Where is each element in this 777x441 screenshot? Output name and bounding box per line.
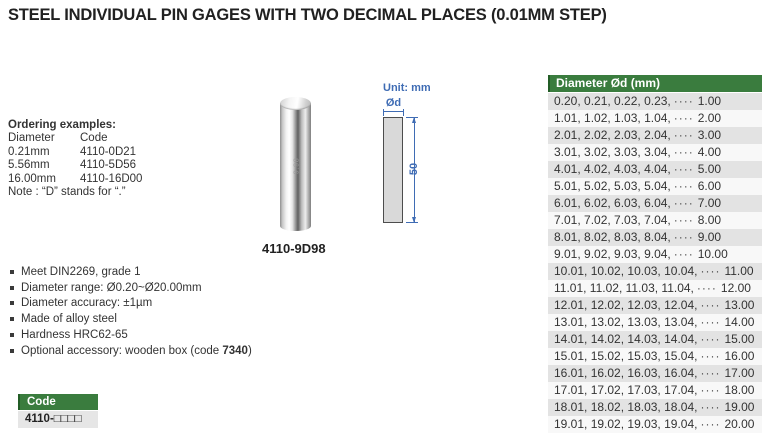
ordering-code: 4110-0D21 [80, 145, 137, 158]
diameter-end: 1.00 [697, 94, 722, 108]
diameter-table [548, 75, 762, 433]
pin-marking: 9.98 [291, 157, 300, 175]
ordering-diameter: 0.21mm [8, 145, 50, 158]
ellipsis-dots: ···· [700, 383, 721, 397]
ellipsis-dots: ···· [700, 298, 721, 312]
diameter-list: 6.01, 6.02, 6.03, 6.04, [554, 196, 671, 210]
diameter-list: 19.01, 19.02, 19.03, 19.04, [554, 417, 698, 431]
diameter-end: 9.00 [697, 230, 722, 244]
diameter-list: 15.01, 15.02, 15.03, 15.04, [554, 349, 698, 363]
diameter-list: 3.01, 3.02, 3.03, 3.04, [554, 145, 671, 159]
diameter-end: 16.00 [724, 349, 755, 363]
diameter-end: 2.00 [697, 111, 722, 125]
bullet-icon [10, 270, 14, 274]
ordering-diameter: 16.00mm [8, 172, 56, 185]
table-row [548, 348, 762, 365]
table-row [548, 314, 762, 331]
feature-text-bold-code: 7340 [222, 344, 248, 357]
diameter-end: 4.00 [697, 145, 722, 159]
arrow-down-icon [412, 217, 416, 223]
ellipsis-dots: ···· [673, 128, 694, 142]
diameter-dim-label: Ød [385, 97, 402, 109]
feature-items [8, 264, 338, 343]
ellipsis-dots: ···· [673, 247, 694, 261]
diameter-list: 4.01, 4.02, 4.03, 4.04, [554, 162, 671, 176]
diameter-end: 3.00 [697, 128, 722, 142]
arrow-up-icon [412, 117, 416, 123]
bullet-icon [10, 317, 14, 321]
pin-outline-rect [383, 117, 403, 223]
ellipsis-dots: ···· [673, 94, 694, 108]
diameter-end: 8.00 [697, 213, 722, 227]
feature-text [21, 345, 252, 357]
table-row [548, 229, 762, 246]
diameter-end: 6.00 [697, 179, 722, 193]
ordering-examples [8, 119, 243, 199]
diameter-list: 14.01, 14.02, 14.03, 14.04, [554, 332, 698, 346]
pin-caption: 4110-9D98 [262, 241, 326, 256]
diameter-end: 15.00 [724, 332, 755, 346]
ellipsis-dots: ···· [700, 332, 721, 346]
feature-text-prefix: Optional accessory: wooden box (code [21, 344, 223, 357]
pin-gage-image [280, 97, 311, 233]
diameter-list: 17.01, 17.02, 17.03, 17.04, [554, 383, 698, 397]
feature-text: Hardness HRC62-65 [21, 329, 128, 342]
bullet-icon [10, 333, 14, 337]
table-row [548, 195, 762, 212]
diameter-list: 5.01, 5.02, 5.03, 5.04, [554, 179, 671, 193]
diameter-end: 5.00 [697, 162, 722, 176]
table-row [548, 297, 762, 314]
ellipsis-dots: ···· [700, 264, 721, 278]
table-row [548, 382, 762, 399]
diameter-end: 10.00 [697, 247, 728, 261]
ellipsis-dots: ···· [696, 281, 717, 295]
ellipsis-dots: ···· [673, 230, 694, 244]
diameter-end: 11.00 [724, 264, 754, 278]
table-row [548, 161, 762, 178]
diameter-end: 19.00 [724, 400, 755, 414]
ordering-col-code: Code [80, 132, 108, 145]
feature-item [8, 327, 338, 343]
diameter-list: 13.01, 13.02, 13.03, 13.04, [554, 315, 698, 329]
ellipsis-dots: ···· [673, 179, 694, 193]
table-row [548, 212, 762, 229]
bullet-icon [10, 349, 14, 353]
feature-text: Diameter range: Ø0.20~Ø20.00mm [21, 281, 202, 294]
ordering-code: 4110-16D00 [80, 172, 143, 185]
feature-item [8, 311, 338, 327]
ordering-row [8, 159, 243, 172]
ellipsis-dots: ···· [700, 315, 721, 329]
ordering-col-diameter: Diameter [8, 132, 55, 145]
feature-item [8, 264, 338, 280]
diameter-list: 0.20, 0.21, 0.22, 0.23, [554, 94, 671, 108]
ordering-row [8, 173, 243, 186]
diameter-list: 1.01, 1.02, 1.03, 1.04, [554, 111, 671, 125]
ellipsis-dots: ···· [700, 417, 721, 431]
table-row [548, 263, 762, 280]
diameter-list: 8.01, 8.02, 8.03, 8.04, [554, 230, 671, 244]
diameter-table-header: Diameter Ød (mm) [548, 75, 762, 92]
ordering-code: 4110-5D56 [80, 159, 137, 172]
table-row [548, 331, 762, 348]
table-row [548, 399, 762, 416]
feature-text: Meet DIN2269, grade 1 [21, 265, 141, 278]
ordering-row [8, 146, 243, 159]
diameter-end: 17.00 [724, 366, 755, 380]
code-box-header: Code [18, 394, 98, 410]
table-row [548, 280, 762, 297]
feature-text-suffix: ) [247, 344, 252, 357]
table-row [548, 246, 762, 263]
dimension-diagram [383, 82, 443, 232]
ordering-rows [8, 146, 243, 186]
feature-list [8, 264, 338, 359]
table-row [548, 110, 762, 127]
diameter-list: 2.01, 2.02, 2.03, 2.04, [554, 128, 671, 142]
feature-item [8, 296, 338, 312]
diameter-end: 7.00 [697, 196, 722, 210]
ellipsis-dots: ···· [700, 366, 721, 380]
feature-text: Diameter accuracy: ±1µm [21, 297, 153, 310]
bullet-icon [10, 286, 14, 290]
ordering-diameter: 5.56mm [8, 159, 50, 172]
ellipsis-dots: ···· [673, 213, 694, 227]
diameter-list: 7.01, 7.02, 7.03, 7.04, [554, 213, 671, 227]
code-box-value: 4110-□□□□ [18, 411, 98, 428]
diameter-table-rows [548, 93, 762, 433]
dim-tick-right [403, 109, 404, 116]
ellipsis-dots: ···· [673, 196, 694, 210]
diameter-end: 20.00 [724, 417, 755, 431]
diameter-list: 16.01, 16.02, 16.03, 16.04, [554, 366, 698, 380]
table-row [548, 144, 762, 161]
unit-label: Unit: mm [383, 82, 431, 94]
ellipsis-dots: ···· [700, 400, 721, 414]
feature-item-accessory [8, 343, 338, 359]
diameter-end: 14.00 [724, 315, 755, 329]
ordering-heading: Ordering examples: [8, 119, 117, 131]
ellipsis-dots: ···· [673, 162, 694, 176]
table-row [548, 127, 762, 144]
pin-top-face [280, 97, 311, 110]
table-row [548, 93, 762, 110]
feature-text: Made of alloy steel [21, 313, 117, 326]
page-title: STEEL INDIVIDUAL PIN GAGES WITH TWO DECIMAL PLACES (0.01MM STEP) [8, 6, 607, 24]
diameter-list: 10.01, 10.02, 10.03, 10.04, [554, 264, 698, 278]
diameter-end: 12.00 [720, 281, 751, 295]
ordering-header-row [8, 132, 243, 145]
table-row [548, 178, 762, 195]
diameter-list: 9.01, 9.02, 9.03, 9.04, [554, 247, 671, 261]
ordering-note: Note : “D” stands for “.” [8, 186, 126, 199]
length-dim-label: 50 [408, 162, 420, 176]
dim-tick-left [383, 109, 384, 116]
ellipsis-dots: ···· [700, 349, 721, 363]
diameter-end: 18.00 [724, 383, 755, 397]
ellipsis-dots: ···· [673, 111, 694, 125]
feature-item [8, 280, 338, 296]
diameter-list: 11.01, 11.02, 11.03, 11.04, [554, 281, 694, 295]
diameter-list: 12.01, 12.02, 12.03, 12.04, [554, 298, 698, 312]
bullet-icon [10, 301, 14, 305]
table-row [548, 365, 762, 382]
code-box [18, 394, 98, 428]
table-row [548, 416, 762, 433]
ellipsis-dots: ···· [673, 145, 694, 159]
diameter-list: 18.01, 18.02, 18.03, 18.04, [554, 400, 698, 414]
diameter-end: 13.00 [724, 298, 755, 312]
